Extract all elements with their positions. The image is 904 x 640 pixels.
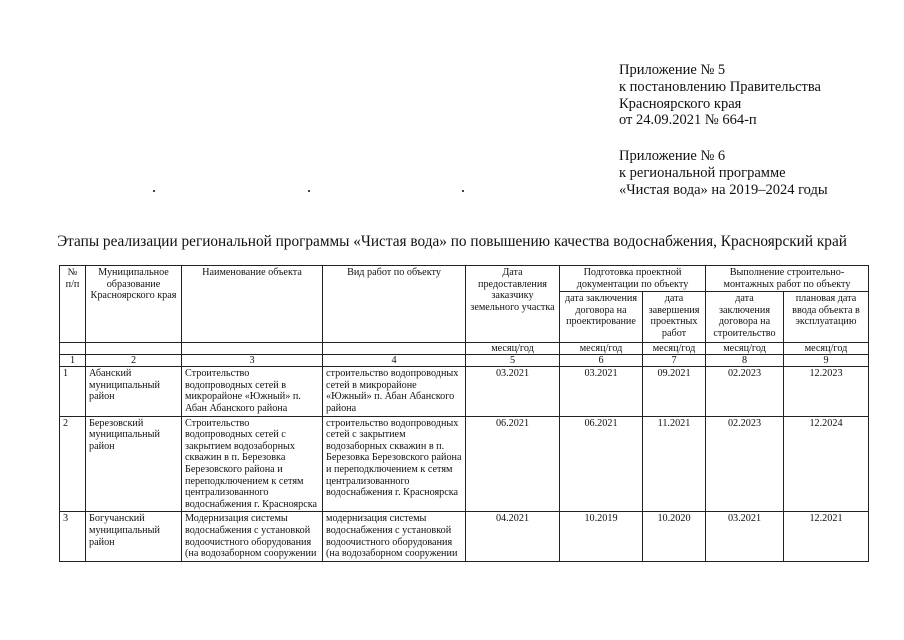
header-design-contract: дата заключения договора на проектирование [560,292,643,343]
row-design-end: 10.2020 [643,512,706,561]
row-land-date: 04.2021 [466,512,560,561]
unit-cell-empty [86,343,182,355]
unit-cell-empty [182,343,323,355]
column-number: 5 [466,355,560,367]
unit-cell: месяц/год [784,343,869,355]
row-design-end: 11.2021 [643,416,706,512]
unit-cell: месяц/год [643,343,706,355]
header-num: № п/п [60,266,86,343]
row-build-contract: 03.2021 [706,512,784,561]
column-number: 3 [182,355,323,367]
row-land-date: 03.2021 [466,367,560,416]
unit-cell: месяц/год [560,343,643,355]
row-commission: 12.2023 [784,367,869,416]
table-row [60,512,869,561]
appendix-5-line-2: к постановлению Правительства [619,78,821,95]
row-commission: 12.2024 [784,416,869,512]
row-work: строительство водопроводных сетей с закрытием водозаборных скважин в п. Березовка Березовского района и переподключением к сетям централизованного водоснабжения г. Красноярска [323,416,466,512]
program-stages-table [59,265,869,562]
appendix-6-block [619,148,828,198]
appendix-6-line-3: «Чистая вода» на 2019–2024 годы [619,181,828,198]
column-number: 1 [60,355,86,367]
row-municipality: Абанский муниципальный район [86,367,182,416]
scan-dot [153,190,155,192]
row-commission: 12.2021 [784,512,869,561]
unit-row [60,343,869,355]
scan-dot [308,190,310,192]
row-design-contract: 06.2021 [560,416,643,512]
unit-cell: месяц/год [466,343,560,355]
appendix-5-line-1: Приложение № 5 [619,62,726,78]
row-num: 1 [60,367,86,416]
row-object: Строительство водопроводных сетей с закрытием водозаборных скважин в п. Березовка Березовского района и переподключением к сетям централизованного водоснабжения г. Красноярска [182,416,323,512]
column-number: 8 [706,355,784,367]
table-row [60,416,869,512]
header-municipality: Муниципальное образование Красноярского края [86,266,182,343]
row-object: Модернизация системы водоснабжения с установкой водоочистного оборудования (на водозаборном сооружении [182,512,323,561]
row-object: Строительство водопроводных сетей в микрорайоне «Южный» п. Абан Абанского района [182,367,323,416]
unit-cell: месяц/год [706,343,784,355]
appendix-5-line-3: Красноярского края [619,95,742,112]
header-build-group: Выполнение строительно-монтажных работ по объекту [706,266,869,292]
row-municipality: Березовский муниципальный район [86,416,182,512]
column-number: 2 [86,355,182,367]
row-num: 2 [60,416,86,512]
appendix-5-block [619,62,821,129]
row-design-contract: 10.2019 [560,512,643,561]
header-row [60,266,869,292]
column-number: 4 [323,355,466,367]
row-design-end: 09.2021 [643,367,706,416]
row-work: модернизация системы водоснабжения с установкой водоочистного оборудования (на водозаборном сооружении [323,512,466,561]
row-build-contract: 02.2023 [706,416,784,512]
column-number-row [60,355,869,367]
row-land-date: 06.2021 [466,416,560,512]
appendix-6-line-2: к региональной программе [619,164,786,181]
header-design-group: Подготовка проектной документации по объекту [560,266,706,292]
header-build-contract: дата заключения договора на строительство [706,292,784,343]
row-work: строительство водопроводных сетей в микрорайоне «Южный» п. Абан Абанского района [323,367,466,416]
header-object-name: Наименование объекта [182,266,323,343]
document-title: Этапы реализации региональной программы «Чистая вода» по повышению качества водоснабжения, Красноярский край [57,233,847,250]
appendix-6-line-1: Приложение № 6 [619,148,726,164]
row-num: 3 [60,512,86,561]
column-number: 6 [560,355,643,367]
unit-cell-empty [323,343,466,355]
row-municipality: Богучанский муниципальный район [86,512,182,561]
header-work-type: Вид работ по объекту [323,266,466,343]
column-number: 9 [784,355,869,367]
unit-cell-empty [60,343,86,355]
header-land-date: Дата предоставления заказчику земельного участка [466,266,560,343]
appendix-5-line-4: от 24.09.2021 № 664-п [619,112,757,129]
scan-dot [462,190,464,192]
row-build-contract: 02.2023 [706,367,784,416]
header-commission: плановая дата ввода объекта в эксплуатацию [784,292,869,343]
table-row [60,367,869,416]
column-number: 7 [643,355,706,367]
header-design-end: дата завершения проектных работ [643,292,706,343]
row-design-contract: 03.2021 [560,367,643,416]
